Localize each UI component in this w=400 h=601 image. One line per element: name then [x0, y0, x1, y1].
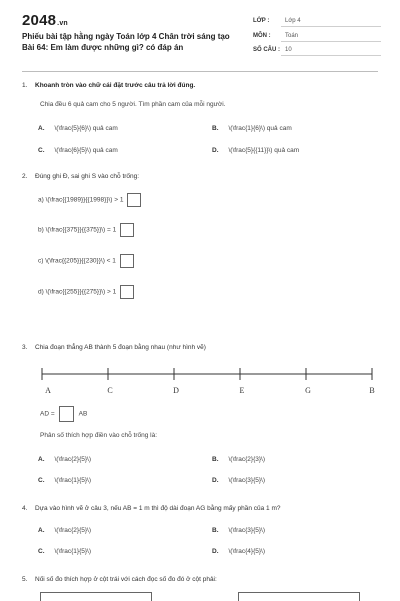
- q3-option-d[interactable]: [212, 477, 265, 484]
- logo-main: 2048: [22, 12, 57, 29]
- option-text: \(\frac{3}{5}\): [228, 527, 265, 534]
- option-text: \(\frac{2}{5}\): [54, 527, 91, 534]
- point-label-b: B: [369, 386, 375, 395]
- option-text: \(\frac{1}{5}\): [54, 548, 91, 555]
- answer-box[interactable]: [127, 193, 141, 207]
- option-letter: D.: [212, 548, 219, 555]
- item-text: b) \(\frac{{375}}{{375}}\) = 1: [38, 226, 117, 234]
- q1-option-a[interactable]: [38, 125, 118, 132]
- option-letter: B.: [212, 527, 219, 534]
- question-text: Dựa vào hình vẽ ở câu 3, nếu AB = 1 m thì độ dài đoạn AG bằng mấy phần của 1 m?: [35, 505, 281, 512]
- header-divider: [22, 71, 378, 72]
- worksheet-title: Phiếu bài tập hằng ngày Toán lớp 4 Chân trời sáng tạo Bài 64: Em làm được những gì? có đáp án: [22, 32, 230, 52]
- worksheet-header: [0, 0, 400, 68]
- question-number: 4.: [22, 505, 28, 512]
- q3-prompt: Phân số thích hợp điền vào chỗ trống là:: [40, 432, 158, 439]
- option-letter: A.: [38, 456, 45, 463]
- question-number: 5.: [22, 576, 28, 583]
- q4-option-a[interactable]: [38, 527, 91, 534]
- q4-option-c[interactable]: [38, 548, 91, 555]
- meta-subject-key: MÔN :: [253, 33, 271, 39]
- logo-sub: .vn: [57, 20, 68, 27]
- point-label-g: G: [305, 386, 311, 395]
- option-text: \(\frac{4}{5}\): [228, 548, 265, 555]
- fraction-answer-box[interactable]: [59, 406, 74, 422]
- q3-option-c[interactable]: [38, 477, 91, 484]
- q1-option-d[interactable]: [212, 147, 299, 154]
- q4-option-d[interactable]: [212, 548, 265, 555]
- item-text: a) \(\frac{{1989}}{{1998}}\) > 1: [38, 196, 124, 204]
- q1-option-b[interactable]: [212, 125, 292, 132]
- point-label-d: D: [173, 386, 179, 395]
- option-text: \(\frac{1}{6}\) quả cam: [228, 125, 292, 132]
- option-letter: B.: [212, 125, 219, 132]
- option-text: \(\frac{6}{5}\) quả cam: [54, 147, 118, 154]
- option-letter: B.: [212, 456, 219, 463]
- meta-subject-value: Toán: [285, 33, 299, 39]
- question-number: 1.: [22, 82, 28, 89]
- q2-item-d: [38, 285, 134, 299]
- question-number: 3.: [22, 344, 28, 351]
- meta-count-key: SỐ CÂU :: [253, 47, 280, 53]
- option-letter: A.: [38, 125, 45, 132]
- q1-prompt: Chia đều 6 quả cam cho 5 người. Tìm phần cam của mỗi người.: [40, 101, 226, 108]
- q4-option-b[interactable]: [212, 527, 265, 534]
- meta-grade-value: Lớp 4: [285, 18, 301, 24]
- option-letter: C.: [38, 548, 45, 555]
- option-text: \(\frac{5}{6}\) quả cam: [54, 125, 118, 132]
- q2-item-c: [38, 254, 134, 268]
- q3-option-b[interactable]: [212, 456, 265, 463]
- site-logo[interactable]: [22, 12, 68, 29]
- meta-grade-key: LỚP :: [253, 18, 270, 24]
- q1-option-c[interactable]: [38, 147, 118, 154]
- option-letter: C.: [38, 477, 45, 484]
- q2-item-b: [38, 223, 134, 237]
- option-text: \(\frac{5}{{11}}\) quả cam: [228, 147, 300, 154]
- fill-right-text: AB: [78, 410, 88, 418]
- segment-ab-figure: [30, 362, 378, 398]
- option-text: \(\frac{3}{5}\): [228, 477, 265, 484]
- option-letter: A.: [38, 527, 45, 534]
- option-text: \(\frac{2}{5}\): [54, 456, 91, 463]
- option-text: \(\frac{1}{5}\): [54, 477, 91, 484]
- point-label-e: E: [239, 386, 245, 395]
- point-label-a: A: [45, 386, 51, 395]
- option-letter: D.: [212, 477, 219, 484]
- answer-box[interactable]: [120, 285, 134, 299]
- question-text: Nối số đo thích hợp ở cột trái với cách đọc số đo đó ở cột phải:: [35, 576, 217, 583]
- q3-fill: [40, 406, 87, 422]
- option-text: \(\frac{2}{3}\): [228, 456, 265, 463]
- question-text: Đúng ghi Đ, sai ghi S vào chỗ trống:: [35, 173, 140, 180]
- item-text: c) \(\frac{{205}}{{230}}\) < 1: [38, 257, 116, 265]
- point-label-c: C: [107, 386, 113, 395]
- option-letter: C.: [38, 147, 45, 154]
- answer-box[interactable]: [120, 254, 134, 268]
- answer-box[interactable]: [120, 223, 134, 237]
- q2-item-a: [38, 193, 141, 207]
- fill-left-text: AD =: [40, 410, 55, 418]
- question-text: Chia đoạn thẳng AB thành 5 đoạn bằng nhau (như hình vẽ): [35, 344, 206, 351]
- q3-option-a[interactable]: [38, 456, 91, 463]
- option-letter: D.: [212, 147, 219, 154]
- meta-underline: [281, 41, 381, 42]
- question-number: 2.: [22, 173, 28, 180]
- meta-count-value: 10: [285, 47, 292, 53]
- meta-underline: [281, 26, 381, 27]
- item-text: d) \(\frac{{255}}{{275}}\) > 1: [38, 288, 117, 296]
- question-text: Khoanh tròn vào chữ cái đặt trước câu trả lời đúng.: [35, 82, 196, 89]
- meta-underline: [281, 55, 381, 56]
